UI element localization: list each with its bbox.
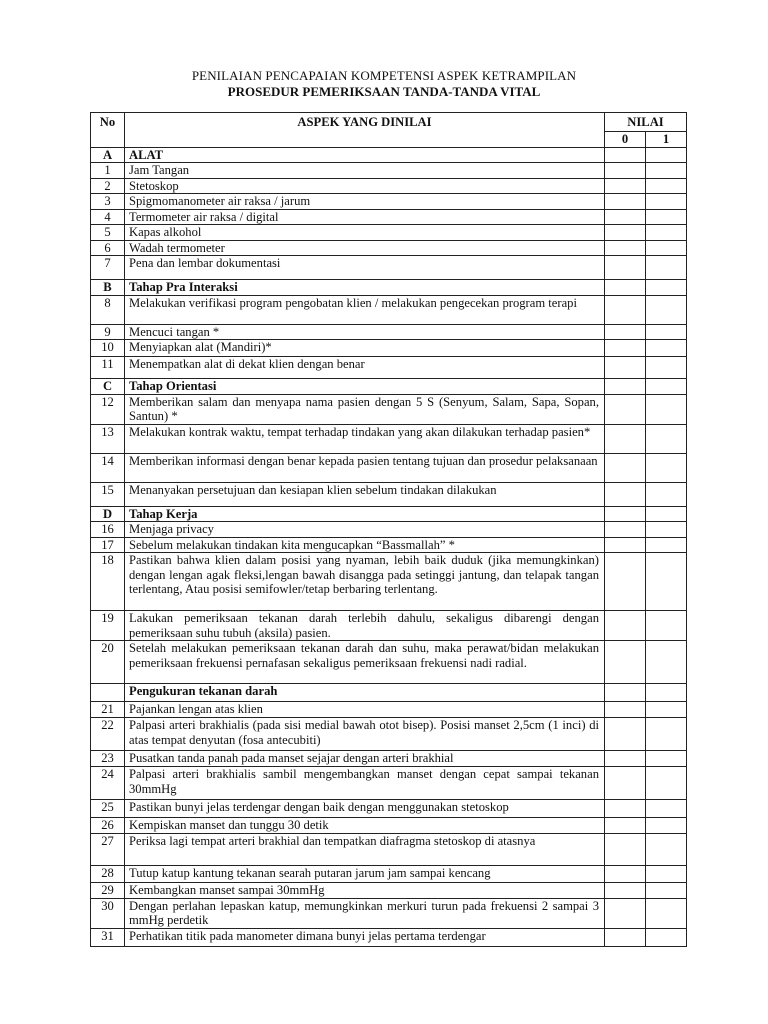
- row-number: 17: [91, 537, 125, 553]
- aspect-text: Palpasi arteri brakhialis sambil mengembangkan manset dengan cepat sampai tekanan 30mmHg: [125, 767, 605, 800]
- aspect-text: Memberikan informasi dengan benar kepada pasien tentang tujuan dan prosedur pelaksanaan: [125, 453, 605, 482]
- row-number: 5: [91, 225, 125, 241]
- aspect-text: Pastikan bahwa klien dalam posisi yang nyaman, lebih baik duduk (jika memungkinkan) dengan lengan agak fleksi,lengan bawah disangga pada setinggi jantung, dan telapak tangan terlentang, Atau posisi semifowler/tetap berbaring terlentang.: [125, 553, 605, 611]
- score-1-cell[interactable]: [646, 866, 687, 883]
- table-row: [91, 751, 687, 767]
- score-0-cell[interactable]: [605, 641, 646, 684]
- section-row: [91, 506, 687, 522]
- section-title: Tahap Pra Interaksi: [125, 280, 605, 296]
- table-row: [91, 928, 687, 946]
- score-1-cell[interactable]: [646, 818, 687, 834]
- header-score-1: 1: [646, 132, 687, 148]
- aspect-text: Periksa lagi tempat arteri brakhial dan tempatkan diafragma stetoskop di atasnya: [125, 834, 605, 866]
- aspect-text: Dengan perlahan lepaskan katup, memungkinkan merkuri turun pada frekuensi 2 sampai 3 mmHg perdetik: [125, 898, 605, 928]
- aspect-text: Palpasi arteri brakhialis (pada sisi medial bawah otot bisep). Posisi manset 2,5cm (1 inci) di atas tempat denyutan (fosa antecubiti): [125, 718, 605, 751]
- score-0-cell[interactable]: [605, 751, 646, 767]
- score-0-cell[interactable]: [605, 147, 646, 163]
- score-0-cell[interactable]: [605, 611, 646, 641]
- aspect-text: Perhatikan titik pada manometer dimana bunyi jelas pertama terdengar: [125, 928, 605, 946]
- table-row: [91, 209, 687, 225]
- aspect-text: Melakukan kontrak waktu, tempat terhadap tindakan yang akan dilakukan terhadap pasien*: [125, 424, 605, 453]
- row-number: D: [91, 506, 125, 522]
- table-row: [91, 178, 687, 194]
- aspect-text: Pastikan bunyi jelas terdengar dengan baik dengan menggunakan stetoskop: [125, 800, 605, 818]
- aspect-text: Wadah termometer: [125, 240, 605, 256]
- table-row: [91, 340, 687, 357]
- score-0-cell[interactable]: [605, 684, 646, 702]
- table-row: [91, 866, 687, 883]
- aspect-text: Menempatkan alat di dekat klien dengan benar: [125, 357, 605, 379]
- section-row: [91, 379, 687, 395]
- score-0-cell[interactable]: [605, 767, 646, 800]
- aspect-text: Melakukan verifikasi program pengobatan klien / melakukan pengecekan program terapi: [125, 295, 605, 324]
- row-number: 21: [91, 702, 125, 718]
- table-row: [91, 256, 687, 280]
- score-0-cell[interactable]: [605, 453, 646, 482]
- row-number: 6: [91, 240, 125, 256]
- score-1-cell[interactable]: [646, 194, 687, 210]
- table-row: [91, 834, 687, 866]
- score-0-cell[interactable]: [605, 394, 646, 424]
- score-0-cell[interactable]: [605, 702, 646, 718]
- score-1-cell[interactable]: [646, 280, 687, 296]
- score-1-cell[interactable]: [646, 883, 687, 899]
- row-number: 28: [91, 866, 125, 883]
- section-row: [91, 280, 687, 296]
- row-number: 11: [91, 357, 125, 379]
- score-0-cell[interactable]: [605, 834, 646, 866]
- score-1-cell[interactable]: [646, 163, 687, 179]
- table-row: [91, 225, 687, 241]
- row-number: 4: [91, 209, 125, 225]
- score-1-cell[interactable]: [646, 209, 687, 225]
- score-0-cell[interactable]: [605, 178, 646, 194]
- row-number: 22: [91, 718, 125, 751]
- score-1-cell[interactable]: [646, 394, 687, 424]
- row-number: 20: [91, 641, 125, 684]
- aspect-text: Setelah melakukan pemeriksaan tekanan darah dan suhu, maka perawat/bidan melakukan pemeriksaan frekuensi pernafasan sekaligus pemeriksaan frekuensi nadi radial.: [125, 641, 605, 684]
- score-1-cell[interactable]: [646, 357, 687, 379]
- assessment-table: [90, 112, 687, 947]
- score-1-cell[interactable]: [646, 928, 687, 946]
- score-1-cell[interactable]: [646, 424, 687, 453]
- table-row: [91, 611, 687, 641]
- score-1-cell[interactable]: [646, 453, 687, 482]
- score-0-cell[interactable]: [605, 357, 646, 379]
- section-row: [91, 147, 687, 163]
- table-row: [91, 641, 687, 684]
- aspect-text: Menjaga privacy: [125, 522, 605, 538]
- row-number: 18: [91, 553, 125, 611]
- section-row: [91, 684, 687, 702]
- row-number: 30: [91, 898, 125, 928]
- score-1-cell[interactable]: [646, 522, 687, 538]
- score-1-cell[interactable]: [646, 240, 687, 256]
- row-number: 12: [91, 394, 125, 424]
- score-0-cell[interactable]: [605, 553, 646, 611]
- aspect-text: Pena dan lembar dokumentasi: [125, 256, 605, 280]
- table-row: [91, 163, 687, 179]
- row-number: 15: [91, 482, 125, 506]
- aspect-text: Mencuci tangan *: [125, 324, 605, 340]
- score-0-cell[interactable]: [605, 898, 646, 928]
- score-1-cell[interactable]: [646, 553, 687, 611]
- table-row: [91, 240, 687, 256]
- score-1-cell[interactable]: [646, 225, 687, 241]
- table-row: [91, 537, 687, 553]
- header-score-0: 0: [605, 132, 646, 148]
- score-0-cell[interactable]: [605, 522, 646, 538]
- score-0-cell[interactable]: [605, 482, 646, 506]
- row-number: 3: [91, 194, 125, 210]
- aspect-text: Kapas alkohol: [125, 225, 605, 241]
- table-row: [91, 898, 687, 928]
- aspect-text: Spigmomanometer air raksa / jarum: [125, 194, 605, 210]
- row-number: 19: [91, 611, 125, 641]
- score-0-cell[interactable]: [605, 194, 646, 210]
- row-number: C: [91, 379, 125, 395]
- score-1-cell[interactable]: [646, 611, 687, 641]
- table-row: [91, 295, 687, 324]
- score-0-cell[interactable]: [605, 537, 646, 553]
- row-number: B: [91, 280, 125, 296]
- row-number: 24: [91, 767, 125, 800]
- table-row: [91, 394, 687, 424]
- row-number: 8: [91, 295, 125, 324]
- table-row: [91, 718, 687, 751]
- score-1-cell[interactable]: [646, 800, 687, 818]
- score-0-cell[interactable]: [605, 506, 646, 522]
- score-1-cell[interactable]: [646, 340, 687, 357]
- table-header-row: [91, 113, 687, 132]
- row-number: 10: [91, 340, 125, 357]
- score-0-cell[interactable]: [605, 928, 646, 946]
- header-aspek: ASPEK YANG DINILAI: [125, 113, 605, 148]
- aspect-text: Kempiskan manset dan tunggu 30 detik: [125, 818, 605, 834]
- section-title: Tahap Orientasi: [125, 379, 605, 395]
- score-1-cell[interactable]: [646, 684, 687, 702]
- aspect-text: Lakukan pemeriksaan tekanan darah terlebih dahulu, sekaligus dibarengi dengan pemeriksaan suhu tubuh (aksila) pasien.: [125, 611, 605, 641]
- score-0-cell[interactable]: [605, 379, 646, 395]
- score-1-cell[interactable]: [646, 482, 687, 506]
- score-0-cell[interactable]: [605, 295, 646, 324]
- aspect-text: Termometer air raksa / digital: [125, 209, 605, 225]
- score-0-cell[interactable]: [605, 209, 646, 225]
- document-subtitle: PROSEDUR PEMERIKSAAN TANDA-TANDA VITAL: [227, 84, 541, 99]
- score-0-cell[interactable]: [605, 324, 646, 340]
- table-row: [91, 194, 687, 210]
- score-1-cell[interactable]: [646, 379, 687, 395]
- section-title: Pengukuran tekanan darah: [125, 684, 605, 702]
- score-0-cell[interactable]: [605, 163, 646, 179]
- section-title: Tahap Kerja: [125, 506, 605, 522]
- header-nilai: NILAI: [605, 113, 687, 132]
- score-0-cell[interactable]: [605, 883, 646, 899]
- row-number: 16: [91, 522, 125, 538]
- score-1-cell[interactable]: [646, 537, 687, 553]
- aspect-text: Menyiapkan alat (Mandiri)*: [125, 340, 605, 357]
- aspect-text: Kembangkan manset sampai 30mmHg: [125, 883, 605, 899]
- score-1-cell[interactable]: [646, 506, 687, 522]
- score-0-cell[interactable]: [605, 866, 646, 883]
- score-1-cell[interactable]: [646, 718, 687, 751]
- score-0-cell[interactable]: [605, 340, 646, 357]
- score-0-cell[interactable]: [605, 280, 646, 296]
- score-1-cell[interactable]: [646, 898, 687, 928]
- table-row: [91, 522, 687, 538]
- score-1-cell[interactable]: [646, 256, 687, 280]
- table-row: [91, 800, 687, 818]
- aspect-text: Menanyakan persetujuan dan kesiapan klien sebelum tindakan dilakukan: [125, 482, 605, 506]
- table-row: [91, 482, 687, 506]
- score-1-cell[interactable]: [646, 751, 687, 767]
- table-row: [91, 324, 687, 340]
- table-row: [91, 818, 687, 834]
- score-0-cell[interactable]: [605, 818, 646, 834]
- row-number: 29: [91, 883, 125, 899]
- row-number: [91, 684, 125, 702]
- aspect-text: Tutup katup kantung tekanan searah putaran jarum jam sampai kencang: [125, 866, 605, 883]
- score-1-cell[interactable]: [646, 834, 687, 866]
- row-number: 9: [91, 324, 125, 340]
- score-1-cell[interactable]: [646, 641, 687, 684]
- table-row: [91, 453, 687, 482]
- document-title: PENILAIAN PENCAPAIAN KOMPETENSI ASPEK KETRAMPILAN: [191, 68, 577, 83]
- row-number: 31: [91, 928, 125, 946]
- table-row: [91, 357, 687, 379]
- score-0-cell[interactable]: [605, 718, 646, 751]
- aspect-text: Sebelum melakukan tindakan kita mengucapkan “Bassmallah” *: [125, 537, 605, 553]
- aspect-text: Pajankan lengan atas klien: [125, 702, 605, 718]
- table-row: [91, 883, 687, 899]
- score-1-cell[interactable]: [646, 147, 687, 163]
- aspect-text: Stetoskop: [125, 178, 605, 194]
- table-row: [91, 424, 687, 453]
- row-number: 26: [91, 818, 125, 834]
- score-1-cell[interactable]: [646, 702, 687, 718]
- header-no: No: [91, 113, 125, 148]
- aspect-text: Pusatkan tanda panah pada manset sejajar dengan arteri brakhial: [125, 751, 605, 767]
- score-1-cell[interactable]: [646, 324, 687, 340]
- row-number: 23: [91, 751, 125, 767]
- row-number: 1: [91, 163, 125, 179]
- aspect-text: Jam Tangan: [125, 163, 605, 179]
- score-1-cell[interactable]: [646, 178, 687, 194]
- score-0-cell[interactable]: [605, 256, 646, 280]
- row-number: 7: [91, 256, 125, 280]
- score-0-cell[interactable]: [605, 800, 646, 818]
- score-1-cell[interactable]: [646, 767, 687, 800]
- table-row: [91, 702, 687, 718]
- row-number: 25: [91, 800, 125, 818]
- row-number: 27: [91, 834, 125, 866]
- section-title: ALAT: [125, 147, 605, 163]
- score-0-cell[interactable]: [605, 225, 646, 241]
- row-number: 2: [91, 178, 125, 194]
- table-row: [91, 767, 687, 800]
- score-0-cell[interactable]: [605, 424, 646, 453]
- score-0-cell[interactable]: [605, 240, 646, 256]
- row-number: 13: [91, 424, 125, 453]
- table-row: [91, 553, 687, 611]
- row-number: 14: [91, 453, 125, 482]
- row-number: A: [91, 147, 125, 163]
- aspect-text: Memberikan salam dan menyapa nama pasien dengan 5 S (Senyum, Salam, Sapa, Sopan, Santun) *: [125, 394, 605, 424]
- score-1-cell[interactable]: [646, 295, 687, 324]
